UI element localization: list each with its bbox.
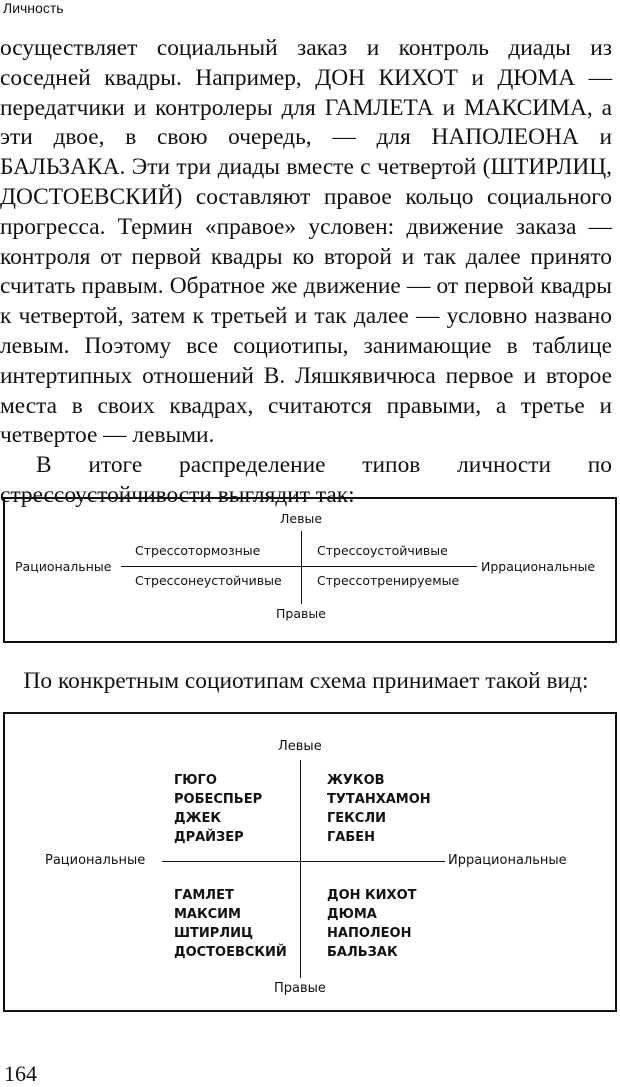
list-item: ГАМЛЕТ: [174, 888, 234, 903]
list-item: ЖУКОВ: [327, 773, 385, 788]
list-item: МАКСИМ: [174, 907, 241, 922]
diagram1-horizontal-axis: [121, 566, 477, 567]
running-header: Личность: [3, 0, 64, 16]
diagram1-top-label: Левые: [280, 511, 323, 526]
list-item: РОБЕСПЬЕР: [174, 792, 263, 807]
paragraph-1: осуществляет социальный заказ и контроль диады из соседней квадры. Например, ДОН КИХОТ и ДЮМА — передатчики и контролеры для ГАМЛЕТА и МАКСИМА, а эти двое, в свою очередь, — для НАПОЛЕОНА и БАЛЬЗАКА. Эти три диады вместе с четвертой (ШТИРЛИЦ, ДОСТОЕВСКИЙ) составляют правое кольцо социального прогресса. Термин «правое» условен: движение заказа — контроля от первой квадры ко второй и так далее принято считать правым. Обратное же движение — от первой квадры к четвертой, затем к третьей и так далее — условно названо левым. Поэтому все социотипы, занимающие в таблице интертипных отношений В. Ляшкявичюса первое и второе места в своих квадрах, считаются правыми, а третье и четвертое — левыми.: [0, 35, 612, 449]
paragraph-2: В итоге распределение типов личности по стрессоустойчивости выглядит так:: [0, 452, 612, 508]
diagram1-right-label: Иррациональные: [481, 559, 596, 574]
list-item: ДЖЕК: [174, 811, 221, 826]
diagram2-top-right-list: [327, 771, 431, 847]
diagram2-top-label: Левые: [278, 739, 322, 754]
diagram2-top-left-list: [174, 771, 262, 847]
paragraph-3: По конкретным социотипам схема принимает такой вид:: [23, 668, 589, 694]
list-item: ДРАЙЗЕР: [174, 830, 244, 845]
list-item: ГЕКСЛИ: [327, 811, 387, 826]
diagram1-bottom-left: Стрессонеустойчивые: [135, 573, 282, 588]
diagram2-bottom-left-list: [174, 886, 287, 962]
diagram2-left-label: Рациональные: [45, 853, 146, 868]
list-item: БАЛЬЗАК: [327, 945, 398, 960]
diagram1-top-right: Стрессоустойчивые: [317, 543, 448, 558]
list-item: ДОСТОЕВСКИЙ: [174, 945, 287, 960]
list-item: НАПОЛЕОН: [327, 926, 412, 941]
diagram2-bottom-right-list: [327, 886, 416, 962]
diagram2-vertical-axis: [300, 760, 301, 978]
diagram1-bottom-right: Стрессотренируемые: [317, 573, 460, 588]
diagram1-top-left: Стрессотормозные: [135, 543, 261, 558]
diagram2-bottom-label: Правые: [274, 981, 326, 996]
diagram1-vertical-axis: [301, 531, 302, 604]
list-item: ТУТАНХАМОН: [327, 792, 431, 807]
diagram2-right-label: Иррациональные: [448, 853, 567, 868]
list-item: ГАБЕН: [327, 830, 376, 845]
stress-resistance-diagram: [3, 497, 617, 643]
list-item: ДЮМА: [327, 907, 377, 922]
list-item: ШТИРЛИЦ: [174, 926, 254, 941]
diagram2-horizontal-axis: [162, 861, 445, 862]
page-number: 164: [4, 1061, 37, 1086]
list-item: ГЮГО: [174, 773, 217, 788]
diagram1-bottom-label: Правые: [276, 606, 326, 621]
list-item: ДОН КИХОТ: [327, 888, 417, 903]
sociotype-diagram: [3, 712, 617, 1012]
diagram1-left-label: Рациональные: [15, 559, 112, 574]
